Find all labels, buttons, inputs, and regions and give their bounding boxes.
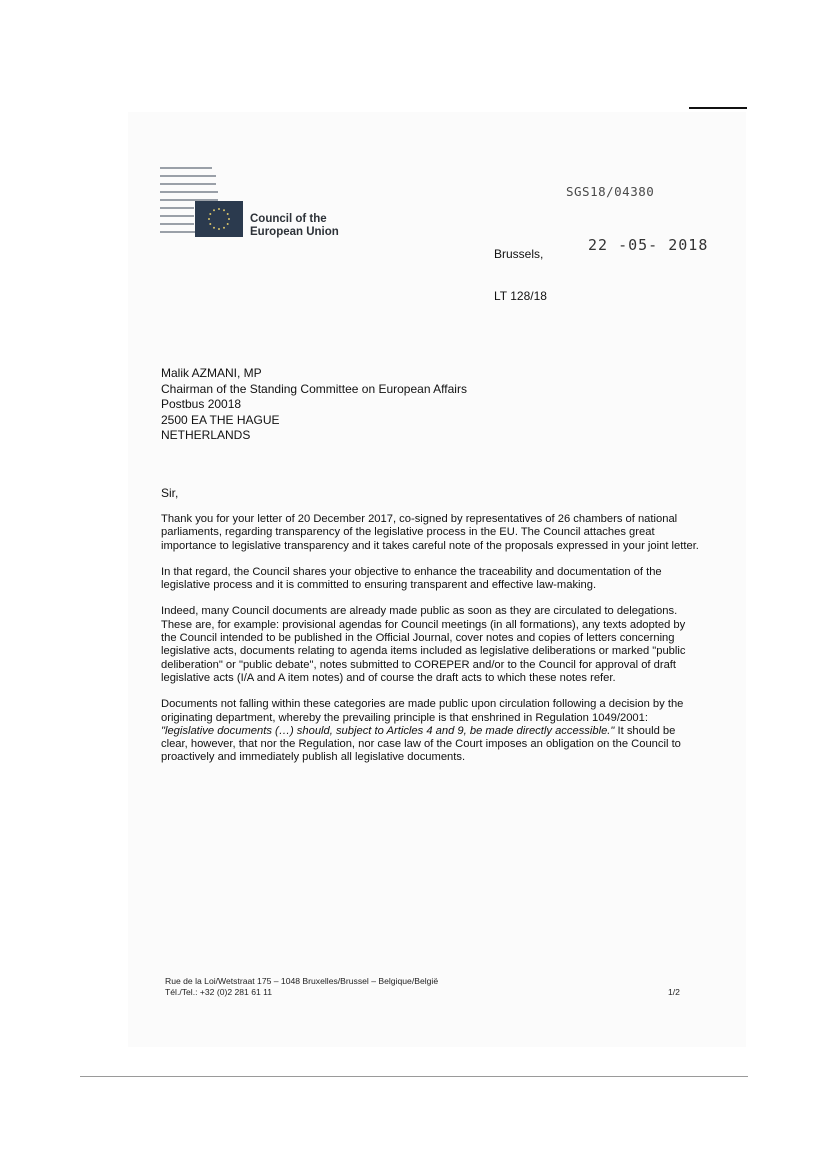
place-label: Brussels, (494, 247, 544, 261)
recipient-address (161, 366, 467, 444)
footer-address (165, 976, 438, 998)
paragraph-text: Documents not falling within these categories are made public upon circulation following a decision by the originating department, whereby the prevailing principle is that enshrined in Regulation 1049/2001: (161, 698, 684, 724)
top-rule (689, 107, 747, 109)
paragraph: Thank you for your letter of 20 December 2017, co-signed by representatives of 26 chambers of national parliaments, regarding transparency of the legislative process in the EU. The Council attaches great importance to legislative transparency and it takes careful note of the proposals expressed in your joint letter. (161, 513, 699, 552)
stamp-reference: SGS18/04380 (566, 184, 655, 199)
address-line: Malik AZMANI, MP (161, 366, 262, 380)
footer-phone: Tél./Tel.: +32 (0)2 281 61 11 (165, 987, 273, 997)
page-number: 1/2 (668, 987, 680, 997)
letter-body (161, 513, 701, 778)
address-line: Chairman of the Standing Committee on European Affairs (161, 381, 467, 396)
stamp-date: 22 -05- 2018 (588, 236, 709, 254)
bottom-rule (80, 1076, 748, 1077)
address-line: Postbus 20018 (161, 397, 242, 411)
letter-reference: LT 128/18 (494, 289, 547, 303)
paragraph: Indeed, many Council documents are already made public as soon as they are circulated to delegations. These are, for example: provisional agendas for Council meetings (in all formations), any texts adopted by the Council intended to be published in the Official Journal, cover notes and copies of letters concerning legislative acts, documents relating to agenda items included as legislative deliberations or marked "public deliberation" or "public debate", notes submitted to COREPER and/or to the Council for approval of draft legislative acts (I/A and A item notes) and of course the draft acts to which these notes refer. (161, 605, 686, 684)
paragraph (161, 698, 701, 764)
org-name-line1: Council of the (250, 213, 327, 225)
paragraph-text: It should be clear, however, that nor the Regulation, nor case law of the Court imposes an obligation on the Council to proactively and immediately publish all legislative documents. (161, 724, 681, 764)
salutation: Sir, (161, 486, 179, 500)
org-name-line2: European Union (250, 226, 339, 238)
council-logo (160, 165, 360, 245)
paragraph: In that regard, the Council shares your objective to enhance the traceability and documentation of the legislative process and it is committed to ensuring transparent and effective law-making. (161, 565, 662, 592)
address-line: 2500 EA THE HAGUE (161, 412, 280, 427)
address-line: NETHERLANDS (161, 428, 251, 442)
footer-street: Rue de la Loi/Wetstraat 175 – 1048 Bruxelles/Brussel – Belgique/België (165, 976, 439, 986)
logo-text (250, 213, 339, 239)
regulation-quote: "legislative documents (…) should, subject to Articles 4 and 9, be made directly accessible." (161, 724, 615, 737)
eu-flag-icon (195, 201, 243, 237)
